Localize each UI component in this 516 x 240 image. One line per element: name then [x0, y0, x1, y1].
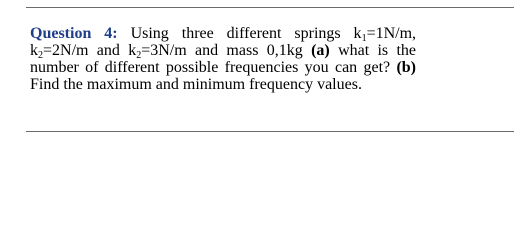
k2-value-text: =2N/m and k [43, 42, 137, 59]
k1-subscript: 1 [361, 33, 367, 44]
part-a-text: what is the number of different possible frequencies you can get? [30, 42, 417, 76]
part-a-label: (a) [311, 42, 330, 59]
question-paragraph [30, 25, 416, 93]
question-intro-text: Using three different springs k [130, 25, 362, 42]
part-b-label: (b) [396, 59, 417, 76]
part-b-text: Find the maximum and minimum frequency values. [30, 76, 362, 93]
k3-value-text: =3N/m and mass 0,1kg [141, 42, 303, 59]
k3-subscript: 2 [136, 50, 142, 61]
bottom-border-rule [26, 131, 514, 132]
top-border-rule [26, 7, 514, 8]
k1-value-text: =1N/m, k [30, 25, 417, 59]
question-number-label: Question 4: [30, 25, 118, 42]
k2-subscript: 2 [38, 50, 43, 61]
